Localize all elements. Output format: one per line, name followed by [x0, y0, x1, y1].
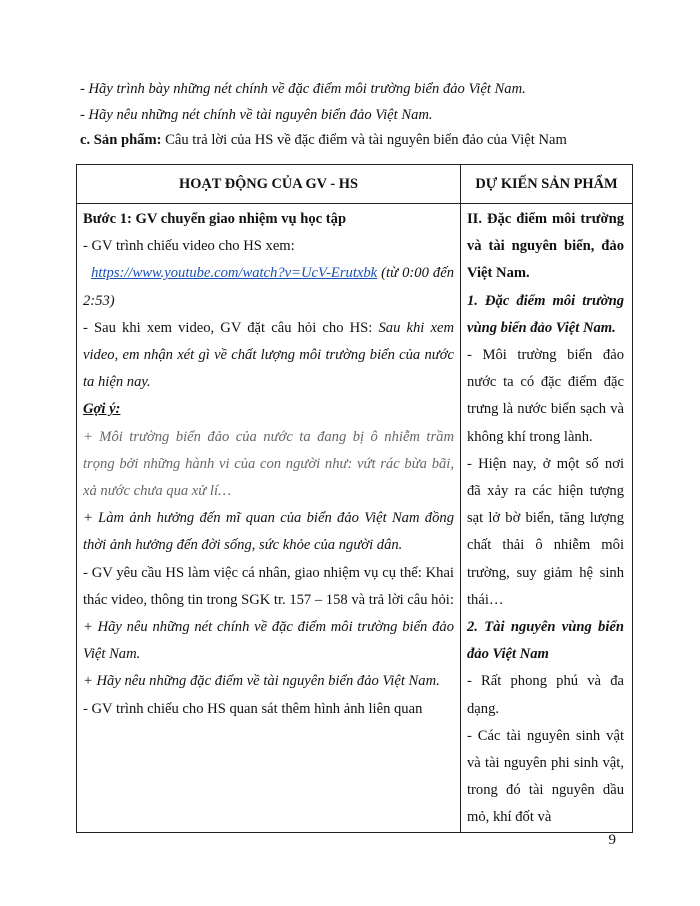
product-line: [80, 128, 640, 154]
activity-table: [76, 164, 633, 833]
product-point-1: - Môi trường biển đảo nước ta có đặc điểm đặc trưng là nước biển sạch và không khí trong lành.: [467, 347, 624, 445]
product-point-3: - Rất phong phú và đa dạng.: [467, 673, 624, 717]
product-label: c. Sản phẩm:: [80, 132, 162, 148]
intro-line-2: - Hãy nêu những nét chính về tài nguyên biển đảo Việt Nam.: [80, 106, 433, 123]
product-cell: [461, 204, 633, 833]
task-question-1: + Hãy nêu những nét chính về đặc điểm môi trường biển đảo Việt Nam.: [83, 619, 454, 663]
task-assignment: - GV yêu cầu HS làm việc cá nhân, giao nhiệm vụ cụ thể: Khai thác video, thông tin trong SGK tr. 157 – 158 và trả lời câu hỏi:: [83, 564, 454, 608]
subsection-1-title: 1. Đặc điểm môi trường vùng biển đảo Việt Nam.: [467, 292, 624, 336]
video-link[interactable]: https://www.youtube.com/watch?v=UcV-Erutxbk: [91, 265, 378, 282]
page-number: 9: [608, 832, 616, 848]
question-text: Sau khi xem video, em nhận xét gì về chất lượng môi trường biển của nước ta hiện nay.: [83, 319, 454, 391]
video-instruction: - GV trình chiếu video cho HS xem:: [83, 238, 295, 255]
subsection-2-title: 2. Tài nguyên vùng biển đảo Việt Nam: [467, 619, 624, 663]
table-body-row: [77, 204, 633, 833]
activity-cell: [77, 204, 461, 833]
intro-line-1: - Hãy trình bày những nét chính về đặc điểm môi trường biển đảo Việt Nam.: [80, 81, 526, 97]
task-question-2: + Hãy nêu những đặc điểm về tài nguyên biển đảo Việt Nam.: [83, 673, 440, 690]
video-link-line: [83, 260, 454, 314]
hint-1: + Môi trường biển đảo của nước ta đang bị ô nhiễm trầm trọng bởi những hành vi của con người như: vứt rác bừa bãi, xả nước chưa qua xử lí…: [83, 428, 454, 500]
product-text: Câu trả lời của HS về đặc điểm và tài nguyên biển đảo của Việt Nam: [161, 132, 567, 148]
question-prefix: - Sau khi xem video, GV đặt câu hỏi cho HS:: [83, 319, 379, 336]
product-point-4: - Các tài nguyên sinh vật và tài nguyên phi sinh vật, trong đó tài nguyên dầu mỏ, khí đốt và: [467, 727, 624, 826]
table-header-row: [77, 165, 633, 204]
section-ii-title: II. Đặc điểm môi trường và tài nguyên biển, đảo Việt Nam.: [467, 211, 624, 282]
header-teacher-student-activity: HOẠT ĐỘNG CỦA GV - HS: [77, 165, 461, 204]
question-paragraph: [83, 315, 454, 397]
hint-title: Gợi ý:: [83, 401, 121, 418]
hint-2: + Làm ảnh hưởng đến mĩ quan của biển đảo Việt Nam đồng thời ảnh hưởng đến đời sống, sức khỏe của người dân.: [83, 510, 454, 554]
product-point-2: - Hiện nay, ở một số nơi đã xảy ra các hiện tượng sạt lở bờ biển, tăng lượng chất thải ô nhiễm môi trường, suy giảm hệ sinh thái…: [467, 455, 624, 608]
extra-images-instruction: - GV trình chiếu cho HS quan sát thêm hình ảnh liên quan: [83, 700, 423, 717]
video-time-range: (từ 0:00 đến 2:53): [83, 265, 454, 309]
header-expected-product: DỰ KIẾN SẢN PHẨM: [461, 165, 633, 204]
intro-section: [80, 77, 640, 154]
step-1-title: Bước 1: GV chuyển giao nhiệm vụ học tập: [83, 211, 347, 227]
